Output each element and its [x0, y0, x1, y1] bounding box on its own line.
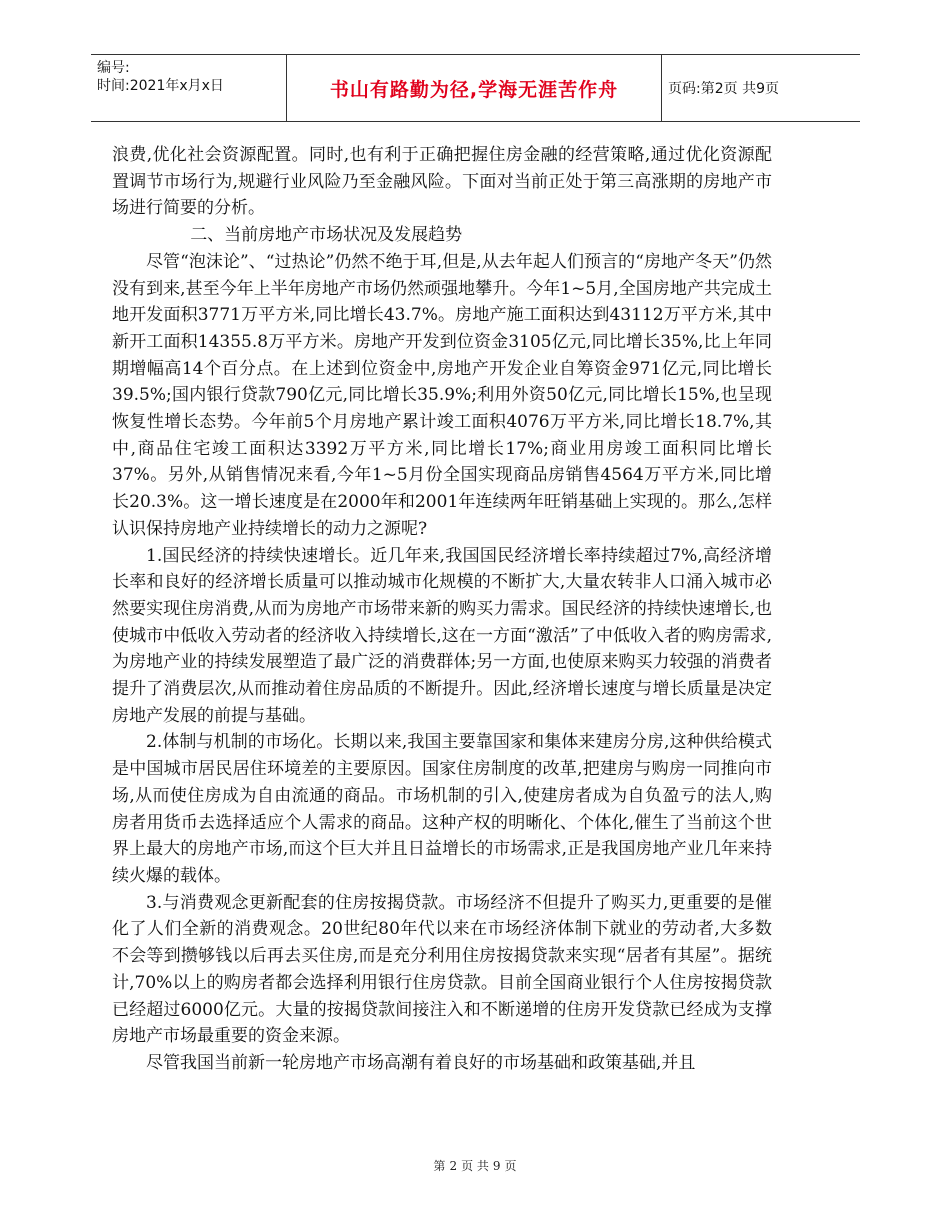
header-motto: 书山有路勤为径,学海无涯苦作舟	[287, 55, 662, 122]
section-heading: 二、当前房地产市场状况及发展趋势	[190, 225, 463, 246]
document-header	[91, 54, 860, 122]
footer-suffix: 页	[504, 1159, 517, 1173]
paragraph: 尽管我国当前新一轮房地产市场高潮有着良好的市场基础和政策基础,并且	[146, 1052, 696, 1073]
header-meta-cell	[91, 55, 287, 122]
paragraph: 3.与消费观念更新配套的住房按揭贷款。市场经济不但提升了购买力,更重要的是催化了人们全新的消费观念。20世纪80年代以来在市场经济体制下就业的劳动者,大多数不会等到攒够钱以后再去买住房,而是充分利用住房按揭贷款来实现“居者有其屋”。据统计,70%以上的购房者都会选择利用银行住房贷款。目前全国商业银行个人住房按揭贷款已经超过6000亿元。大量的按揭贷款间接注入和不断递增的住房开发贷款已经成为支撑房地产市场最重要的资金来源。	[112, 892, 772, 1047]
paragraph: 2.体制与机制的市场化。长期以来,我国主要靠国家和集体来建房分房,这种供给模式是中国城市居民居住环境差的主要原因。国家住房制度的改革,把建房与购房一同推向市场,从而使住房成为自由流通的商品。市场机制的引入,使建房者成为自负盈亏的法人,购房者用货币去选择适应个人需求的商品。这种产权的明晰化、个体化,催生了当前这个世界上最大的房地产市场,而这个巨大并且日益增长的市场需求,正是我国房地产业几年来持续火爆的载体。	[112, 732, 772, 886]
document-time-label: 时间:2021年x月x日	[97, 78, 224, 94]
document-number-label: 编号:	[97, 60, 130, 76]
footer-total-pages: 9	[492, 1159, 501, 1173]
document-body	[112, 142, 772, 1077]
paragraph: 1.国民经济的持续快速增长。近几年来,我国国民经济增长率持续超过7%,高经济增长率和良好的经济增长质量可以推动城市化规模的不断扩大,大量农转非人口涌入城市必然要实现住房消费,从而为房地产市场带来新的购买力需求。国民经济的持续快速增长,也使城市中低收入劳动者的经济收入持续增长,这在一方面“激活”了中低收入者的购房需求,为房地产业的持续发展塑造了最广泛的消费群体;另一方面,也使原来购买力较强的消费者提升了消费层次,从而推动着住房品质的不断提升。因此,经济增长速度与增长质量是决定房地产发展的前提与基础。	[112, 545, 772, 726]
paragraph-continuation: 浪费,优化社会资源配置。同时,也有利于正确把握住房金融的经营策略,通过优化资源配置调节市场行为,规避行业风险乃至金融风险。下面对当前正处于第三高涨期的房地产市场进行简要的分析。	[112, 145, 772, 219]
footer-prefix: 第	[433, 1159, 446, 1173]
page-footer	[0, 1157, 950, 1174]
footer-mid: 页 共	[461, 1159, 489, 1173]
footer-page-number: 2	[449, 1159, 458, 1173]
header-page-info: 页码:第2页 共9页	[662, 55, 861, 122]
paragraph: 尽管“泡沫论”、“过热论”仍然不绝于耳,但是,从去年起人们预言的“房地产冬天”仍然没有到来,甚至今年上半年房地产市场仍然顽强地攀升。今年1~5月,全国房地产共完成土地开发面积3771万平方米,同比增长43.7%。房地产施工面积达到43112万平方米,其中新开工面积14355.8万平方米。房地产开发到位资金3105亿元,同比增长35%,比上年同期增幅高14个百分点。在上述到位资金中,房地产开发企业自筹资金971亿元,同比增长39.5%;国内银行贷款790亿元,同比增长35.9%;利用外资50亿元,同比增长15%,也呈现恢复性增长态势。今年前5个月房地产累计竣工面积4076万平方米,同比增长18.7%,其中,商品住宅竣工面积达3392万平方米,同比增长17%;商业用房竣工面积同比增长37%。另外,从销售情况来看,今年1~5月份全国实现商品房销售4564万平方米,同比增长20.3%。这一增长速度是在2000年和2001年连续两年旺销基础上实现的。那么,怎样认识保持房地产业持续增长的动力之源呢?	[112, 251, 772, 539]
